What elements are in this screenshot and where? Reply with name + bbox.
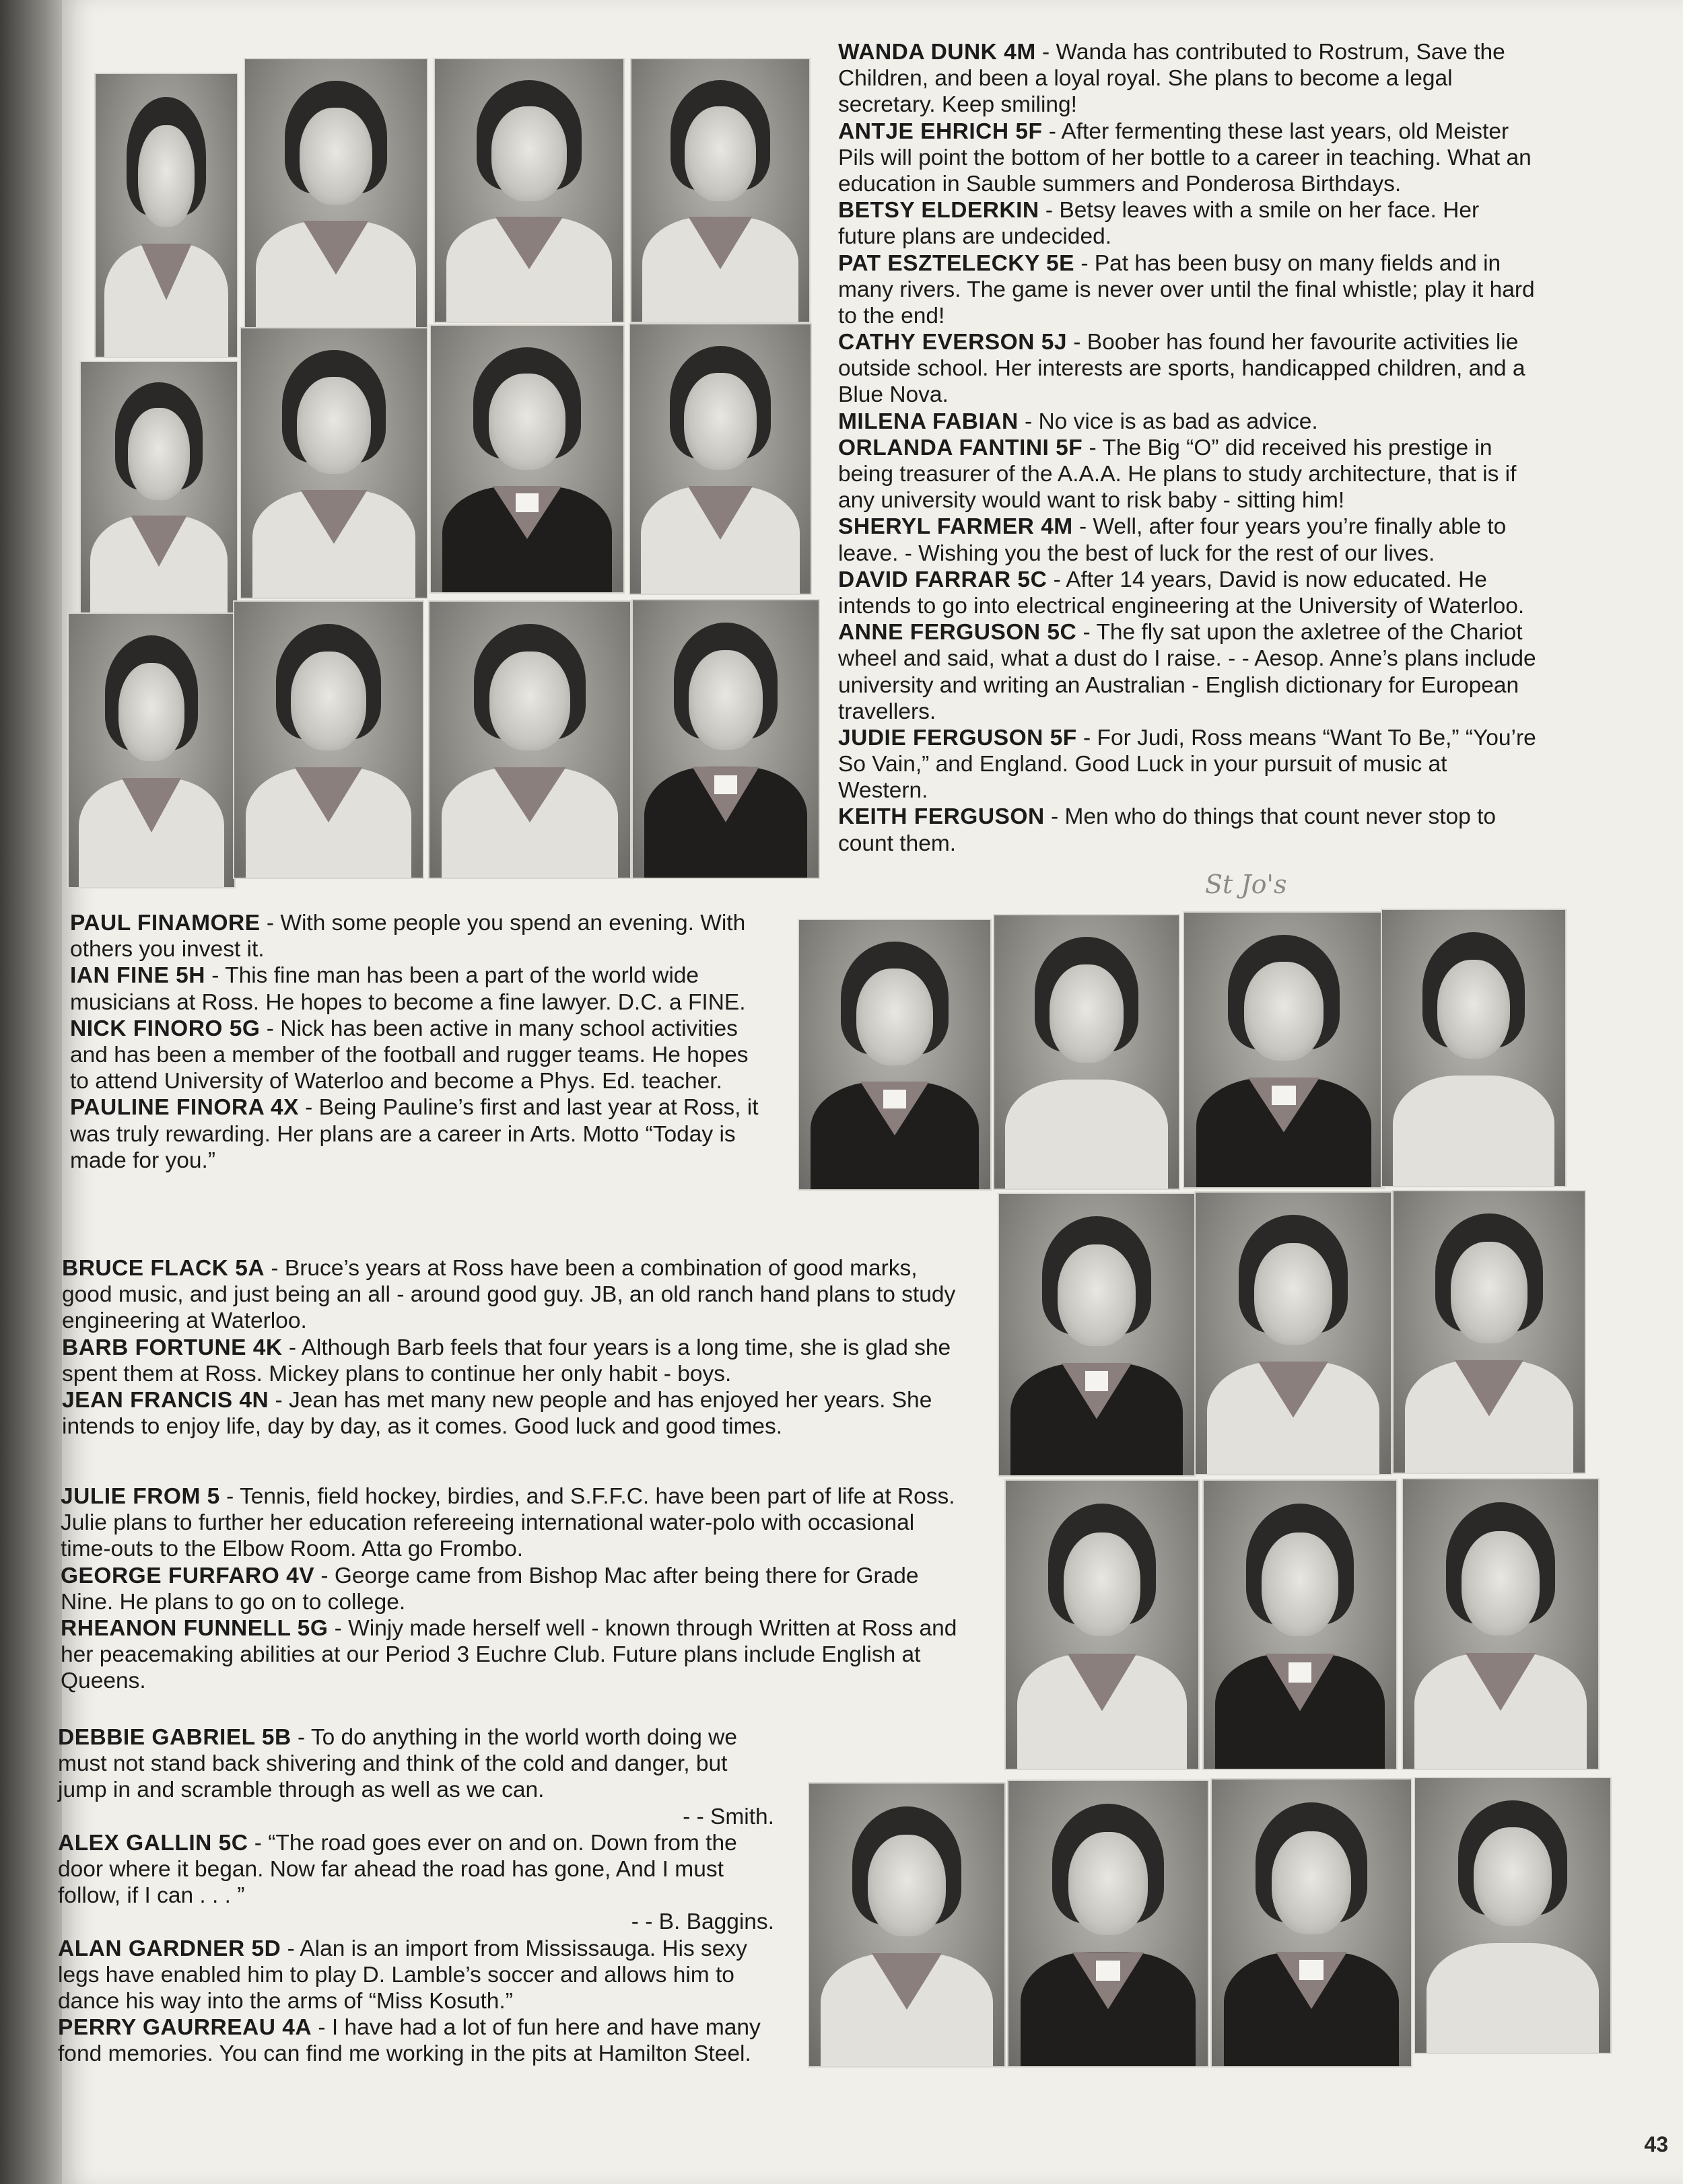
entry-julie-from: JULIE FROM 5 - Tennis, field hockey, birdies, and S.F.F.C. have been part of life at Ross. Julie plans to further her education refereeing international water-polo with occasional time-outs to the Elbow Room. Atta go Frombo. <box>61 1484 955 1562</box>
student-name: RHEANON FUNNELL 5G <box>61 1615 329 1641</box>
student-photo <box>1402 1478 1600 1770</box>
student-bio: The fly sat upon the axletree of the Chariot wheel and said, what a dust do I raise. - - Aesop. Anne’s plans include university and writing an Australian - English dictionary for European travellers. <box>838 620 1536 724</box>
entry-george-furfaro: GEORGE FURFARO 4V - George came from Bishop Mac after being there for Grade Nine. He plans to go on to college. <box>61 1563 919 1615</box>
student-bio: Nick has been active in many school activities and has been a member of the football and rugger teams. He hopes to attend University of Waterloo and become a Phys. Ed. teacher. <box>70 1016 749 1094</box>
student-bio: Jean has met many new people and has enjoyed her years. She intends to enjoy life, day by day, as it comes. Good luck and good times. <box>62 1387 932 1440</box>
student-name: BARB FORTUNE 4K <box>62 1335 283 1360</box>
student-bio: Men who do things that count never stop to count them. <box>838 804 1497 856</box>
student-name: PERRY GAURREAU 4A <box>58 2015 312 2041</box>
student-photo <box>1392 1190 1586 1474</box>
student-photo <box>1210 1778 1412 2068</box>
student-bio: George came from Bishop Mac after being there for Grade Nine. He plans to go on to college. <box>61 1563 919 1615</box>
student-photo <box>67 612 236 888</box>
entry-bruce-flack: BRUCE FLACK 5A - Bruce’s years at Ross have been a combination of good marks, good music, and just being an all - around good guy. JB, an old ranch hand plans to study engineering at Waterloo. <box>62 1256 956 1334</box>
student-bio: Bruce’s years at Ross have been a combination of good marks, good music, and just being an all - around good guy. JB, an old ranch hand plans to study engineering at Waterloo. <box>62 1256 956 1334</box>
entry-milena-fabian: MILENA FABIAN - No vice is as bad as advice. <box>838 409 1318 434</box>
student-name: ALEX GALLIN 5C <box>58 1830 248 1856</box>
student-photo <box>1381 909 1567 1187</box>
student-photo <box>233 600 424 879</box>
student-bio: Tennis, field hockey, birdies, and S.F.F.C. have been part of life at Ross. Julie plans to further her education refereeing international water-polo with occasional time-outs to the Elbow Room. Atta go Frombo. <box>61 1484 955 1562</box>
student-photo <box>1194 1191 1392 1475</box>
entry-pauline-finora: PAULINE FINORA 4X - Being Pauline’s first and last year at Ross, it was truly rewarding. Her plans are a career in Arts. Motto “Today is made for you.” <box>70 1095 759 1173</box>
text-block-a <box>70 910 767 1174</box>
entry-judie-ferguson: JUDIE FERGUSON 5F - For Judi, Ross means “Want To Be,” “You’re So Vain,” and England. Good Luck in your pursuit of music at Western. <box>838 725 1536 804</box>
student-name: BRUCE FLACK 5A <box>62 1256 265 1281</box>
student-name: NICK FINORO 5G <box>70 1016 261 1041</box>
student-photo <box>1183 911 1385 1189</box>
entry-paul-finamore: PAUL FINAMORE - With some people you spend an evening. With others you invest it. <box>70 911 746 962</box>
student-photo <box>630 58 811 323</box>
student-bio: The Big “O” did received his prestige in being treasurer of the A.A.A. He plans to study architecture, that is if any university would want to risk baby - sitting him! <box>838 435 1517 514</box>
text-block-b <box>62 1255 967 1440</box>
student-name: JUDIE FERGUSON 5F <box>838 725 1077 750</box>
student-name: JULIE FROM 5 <box>61 1484 220 1509</box>
entry-wanda-dunk: WANDA DUNK 4M - Wanda has contributed to Rostrum, Save the Children, and been a loyal royal. She plans to become a legal secretary. Keep smiling! <box>838 40 1505 118</box>
entry-keith-ferguson: KEITH FERGUSON - Men who do things that count never stop to count them. <box>838 804 1497 856</box>
student-photo <box>993 914 1180 1190</box>
student-name: PAULINE FINORA 4X <box>70 1095 299 1121</box>
student-bio: Winjy made herself well - known through Written at Ross and her peacemaking abilities at our Period 3 Euchre Club. Future plans include English at Queens. <box>61 1615 957 1694</box>
student-name: PAT ESZTELECKY 5E <box>838 250 1075 276</box>
entry-orlanda-fantini: ORLANDA FANTINI 5F - The Big “O” did received his prestige in being treasurer of the A.A.A. He plans to study architecture, that is if any university would want to risk baby - sitting him! <box>838 435 1517 514</box>
student-bio: Boober has found her favourite activities lie outside school. Her interests are sports, handicapped children, and a Blue Nova. <box>838 330 1525 408</box>
quote-attribution: - - Smith. <box>683 1804 774 1829</box>
entry-perry-gaurreau: PERRY GAURREAU 4A - I have had a lot of fun here and have many fond memories. You can find me working in the pits at Hamilton Steel. <box>58 2015 761 2067</box>
student-photo <box>629 323 812 595</box>
entry-betsy-elderkin: BETSY ELDERKIN - Betsy leaves with a smile on her face. Her future plans are undecided. <box>838 198 1480 250</box>
student-name: IAN FINE 5H <box>70 963 205 989</box>
student-photo <box>1202 1479 1398 1770</box>
handwritten-note: St Jo's <box>1205 870 1287 899</box>
student-name: KEITH FERGUSON <box>838 804 1045 830</box>
student-photo <box>998 1193 1196 1477</box>
student-bio: Although Barb feels that four years is a long time, she is glad she spent them at Ross. Mickey plans to continue her only habit - boys. <box>62 1335 951 1386</box>
student-name: ANTJE EHRICH 5F <box>838 118 1043 144</box>
student-name: PAUL FINAMORE <box>70 911 261 936</box>
student-bio: Alan is an import from Mississauga. His sexy legs have enabled him to play D. Lamble’s soccer and allows him to dance his way into the arms of “Miss Kosuth.” <box>58 1936 747 2014</box>
student-photo <box>79 361 238 619</box>
quote-attribution: - - B. Baggins. <box>631 1909 774 1935</box>
top-text-column <box>838 39 1542 857</box>
student-name: WANDA DUNK 4M <box>838 40 1036 65</box>
student-bio: No vice is as bad as advice. <box>1038 409 1318 434</box>
student-photo <box>244 58 428 330</box>
entry-barb-fortune: BARB FORTUNE 4K - Although Barb feels that four years is a long time, she is glad she spent them at Ross. Mickey plans to continue her only habit - boys. <box>62 1335 951 1386</box>
student-bio: After 14 years, David is now educated. He intends to go into electrical engineering at the University of Waterloo. <box>838 567 1525 619</box>
student-photo <box>430 324 625 594</box>
student-bio: After fermenting these last years, old Meister Pils will point the bottom of her bottle to a career in teaching. What an education in Sauble summers and Ponderosa Birthdays. <box>838 118 1532 197</box>
entry-sheryl-farmer: SHERYL FARMER 4M - Well, after four years you’re finally able to leave. - Wishing you the best of luck for the rest of our lives. <box>838 514 1507 566</box>
student-name: CATHY EVERSON 5J <box>838 330 1067 355</box>
student-bio: Pat has been busy on many fields and in many rivers. The game is never over until the final whistle; play it hard to the end! <box>838 250 1535 328</box>
student-name: DAVID FARRAR 5C <box>838 567 1047 592</box>
entry-david-farrar: DAVID FARRAR 5C - After 14 years, David is now educated. He intends to go into electrical engineering at the University of Waterloo. <box>838 567 1525 619</box>
entry-ian-fine: IAN FINE 5H - This fine man has been a part of the world wide musicians at Ross. He hopes to become a fine lawyer. D.C. a FINE. <box>70 963 746 1015</box>
student-name: ANNE FERGUSON 5C <box>838 620 1077 645</box>
student-bio: Well, after four years you’re finally able to leave. - Wishing you the best of luck for the rest of our lives. <box>838 514 1507 566</box>
student-name: SHERYL FARMER 4M <box>838 514 1073 540</box>
entry-antje-ehrich: ANTJE EHRICH 5F - After fermenting these last years, old Meister Pils will point the bottom of her bottle to a career in teaching. What an education in Sauble summers and Ponderosa Birthdays. <box>838 118 1532 197</box>
student-bio: I have had a lot of fun here and have many fond memories. You can find me working in the pits at Hamilton Steel. <box>58 2015 761 2067</box>
student-photo <box>798 919 992 1191</box>
student-name: MILENA FABIAN <box>838 409 1019 434</box>
entry-debbie-gabriel: DEBBIE GABRIEL 5B - To do anything in the world worth doing we must not stand back shivering and think of the cold and danger, but jump in and scramble through as well as we can. <box>58 1725 738 1803</box>
student-name: BETSY ELDERKIN <box>838 198 1039 223</box>
student-photo <box>434 58 625 323</box>
text-block-c <box>61 1483 969 1695</box>
student-name: DEBBIE GABRIEL 5B <box>58 1725 291 1750</box>
entry-cathy-everson: CATHY EVERSON 5J - Boober has found her favourite activities lie outside school. Her interests are sports, handicapped children, and a Blue Nova. <box>838 330 1525 408</box>
entry-nick-finoro: NICK FINORO 5G - Nick has been active in many school activities and has been a member of the football and rugger teams. He hopes to attend University of Waterloo and become a Phys. Ed. teacher. <box>70 1016 749 1094</box>
student-photo <box>631 599 820 879</box>
student-photo <box>1414 1777 1612 2054</box>
entry-rheanon-funnell: RHEANON FUNNELL 5G - Winjy made herself well - known through Written at Ross and her peacemaking abilities at our Period 3 Euchre Club. Future plans include English at Queens. <box>61 1615 957 1694</box>
student-photo <box>1007 1780 1209 2068</box>
student-photo <box>428 600 631 879</box>
text-block-d <box>58 1724 774 2067</box>
student-name: ALAN GARDNER 5D <box>58 1936 281 1961</box>
student-name: GEORGE FURFARO 4V <box>61 1563 315 1588</box>
student-photo <box>808 1782 1006 2068</box>
student-photo <box>1004 1479 1200 1770</box>
entry-alex-gallin: ALEX GALLIN 5C - “The road goes ever on and on. Down from the door where it began. Now far ahead the road has gone, And I must follow, if I can . . . ” <box>58 1830 737 1909</box>
student-bio: “The road goes ever on and on. Down from the door where it began. Now far ahead the road has gone, And I must follow, if I can . . . ” <box>58 1830 737 1909</box>
student-bio: For Judi, Ross means “Want To Be,” “You’re So Vain,” and England. Good Luck in your pursuit of music at Western. <box>838 725 1536 804</box>
student-name: JEAN FRANCIS 4N <box>62 1387 269 1413</box>
entry-alan-gardner: ALAN GARDNER 5D - Alan is an import from Mississauga. His sexy legs have enabled him to play D. Lamble’s soccer and allows him to dance his way into the arms of “Miss Kosuth.” <box>58 1936 747 2014</box>
student-photo <box>240 327 428 599</box>
entry-jean-francis: JEAN FRANCIS 4N - Jean has met many new people and has enjoyed her years. She intends to enjoy life, day by day, as it comes. Good luck and good times. <box>62 1387 932 1440</box>
student-bio: Betsy leaves with a smile on her face. Her future plans are undecided. <box>838 198 1480 250</box>
student-bio: Being Pauline’s first and last year at Ross, it was truly rewarding. Her plans are a career in Arts. Motto “Today is made for you.” <box>70 1095 759 1173</box>
student-bio: Wanda has contributed to Rostrum, Save the Children, and been a loyal royal. She plans to become a legal secretary. Keep smiling! <box>838 40 1505 118</box>
student-bio: This fine man has been a part of the world wide musicians at Ross. He hopes to become a fine lawyer. D.C. a FINE. <box>70 963 746 1015</box>
student-photo <box>94 73 238 358</box>
page-number: 43 <box>1644 2132 1668 2156</box>
entry-pat-esztelecky: PAT ESZTELECKY 5E - Pat has been busy on many fields and in many rivers. The game is never over until the final whistle; play it hard to the end! <box>838 250 1535 328</box>
student-name: ORLANDA FANTINI 5F <box>838 435 1083 460</box>
student-bio: To do anything in the world worth doing we must not stand back shivering and think of the cold and danger, but jump in and scramble through as well as we can. <box>58 1725 738 1803</box>
entry-anne-ferguson: ANNE FERGUSON 5C - The fly sat upon the axletree of the Chariot wheel and said, what a dust do I raise. - - Aesop. Anne’s plans include university and writing an Australian - English dictionary for European travellers. <box>838 620 1536 724</box>
student-bio: With some people you spend an evening. With others you invest it. <box>70 911 746 962</box>
